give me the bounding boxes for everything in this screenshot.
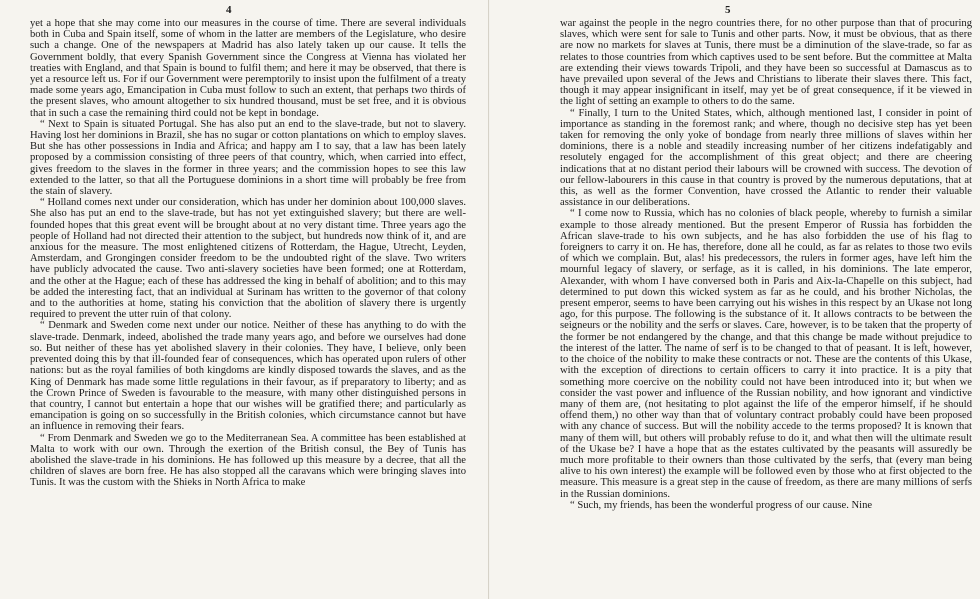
paragraph: “ Holland comes next under our consideration, which has under her dominion about 100,000 slaves. She also has put an end to the slave-trade, but has not yet extinguished slavery; but there are well-founded hopes that this great event will be brought about at no very distant time. Three years ago the people of Holland had not directed their attention to the subject, but hundreds now think of it, and are anxious for the measure. The most enlightened citizens of Rotterdam, the Hague, Utrecht, Leyden, Amsterdam, and Grongingen consider freedom to be the undoubted right of the slave. Two writers have publicly advocated the cause. Two anti-slavery societies have been formed; one at Rotterdam, and the other at the Hague; each of these has addressed the king in behalf of abolition; and to this may be added the interesting fact, that an individual at Surinam has written to the governor of that colony and to the authorities at home, stating his conviction that the abolition of slavery there is urgently required to prevent the utter ruin of that colony. — [30, 197, 466, 321]
paragraph: “ Such, my friends, has been the wonderful progress of our cause. Nine — [570, 499, 873, 511]
page-number: 5 — [725, 4, 731, 16]
paragraph: yet a hope that she may come into our measures in the course of time. There are several individuals both in Cuba and Spain itself, some of whom in the latter are members of the Legislature, who desire such a change. One of the newspapers at Madrid has also lately taken up our cause. It tells the Government boldly, that every Spanish Government since the Congress at Vienna has violated her treaties with England, and that Spain is bound to fulfil them; and here it may be observed, that there is yet a resource left us. For if our Government were peremptorily to insist upon the fulfilment of a treaty made some years ago, Emancipation in Cuba must follow to such an extent, that perhaps two thirds of the present slaves, who amount altogether to six hundred thousand, must be set free, and it is obvious that in such a case the remaining third could not be kept in bondage. — [30, 18, 466, 119]
page-number: 4 — [226, 4, 232, 16]
paragraph: “ From Denmark and Sweden we go to the Mediterranean Sea. A committee has been established at Malta to work with our own. Through the exertion of the British consul, the Bey of Tunis has abolished the slave-trade in his dominions. He has followed up this measure by a decree, that all the children of slaves are born free. He has also stopped all the caravans which were bringing slaves into Tunis. It was the custom with the Shieks in North Africa to make — [30, 432, 466, 489]
paragraph: war against the people in the negro countries there, for no other purpose than that of procuring slaves, which were sent for sale to Tunis and other parts. Now, it must be obvious, that as there are now no markets for slaves at Tunis, there must be a diminution of the slave-trade, so far as relates to those countries from which captives used to be sent before. But the committee at Malta are extending their views towards Tripoli, and they have been so successful at Damascus as to have prevailed upon several of the Jews and Christians to liberate their slaves there. This fact, though it may appear insignificant in itself, may yet be of great consequence, if it be viewed in the light of setting an example to others to do the same. — [560, 18, 972, 108]
text-column — [30, 18, 466, 594]
paragraph: “ Finally, I turn to the United States, which, although mentioned last, I consider in point of importance as standing in the foremost rank; and where, though no decisive step has yet been taken for removing the only yoke of bondage from nearly three millions of slaves within her dominions, there is a noble and steadily increasing number of her citizens indefatigably and resolutely engaged for the accomplishment of this great object; and there are cheering indications that at no distant period their labours will be crowned with success. The devotion of our fellow-labourers in this cause in that country is proved by the numerous deputations, that at this, as well as the former Convention, have crossed the Atlantic to render their valuable assistance in our deliberations. — [560, 107, 972, 209]
left-page — [0, 0, 489, 599]
paragraph: “ Denmark and Sweden come next under our notice. Neither of these has anything to do with the slave-trade. Denmark, indeed, abolished the trade many years ago, and before we ourselves had done so. But neither of these has yet abolished slavery in their colonies. They have, I believe, only been prevented doing this by that ill-founded fear of consequences, which has operated upon rulers of other nations: but as the royal families of both kingdoms are kindly disposed towards the slaves, and as the King of Denmark has made some little regulations in their favour, as if preparatory to liberty; and as the Crown Prince of Sweden is favourable to the measure, with many other distinguished persons in that country, I cannot but entertain a hope that our wishes will be gratified there; and particularly as emancipation is going on so successfully in the British colonies, which circumstance cannot but have an influence in removing their fears. — [30, 320, 466, 433]
paragraph: “ I come now to Russia, which has no colonies of black people, whereby to furnish a similar example to those already mentioned. But the present Emperor of Russia has forbidden the African slave-trade to his own subjects, and he has also forbidden the use of his flag to foreigners to carry it on. He has, therefore, done all he could, as far as relates to those two evils of which we complain. But, alas! his predecessors, the rulers in former ages, have left him the mournful legacy of slavery, or serfage, as it is called, in his dominions. The late emperor, Alexander, with whom I have conversed both in Paris and Aix-la-Chapelle on this subject, had determined to put down this wicked system as far as he could, and his brother Nicholas, the present emperor, seems to have been carrying out his wishes in this respect by an Ukase not long ago, for this purpose. The following is the substance of it. It allows contracts to be between the seigneurs or the nobility and the serfs or slaves. Care, however, is to be taken that the property of the former be not endangered by the change, and that this change be made without prejudice to the interest of the latter. The name of serf is to be changed to that of peasant. It is left, however, to the choice of the nobility to make these contracts or not. These are the contents of this Ukase, with the exception of directions to certain officers to carry it into practice. It is a pity that something more coercive on the nobility could not have been introduced into it; but when we consider the vast power and influence of the Russian nobility, and how ignorant and vindictive many of them are, (not hesitating to plot against the life of the emperor himself, if he should offend them,) no other way than that of voluntary contract probably could have been proposed with any chance of success. But will the nobility accede to the terms proposed? It is known that many of them will, but others will probably refuse to do it, and what then will the ultimate result of the Ukase be? I have a hope that as the estates cultivated by the peasants will assuredly be much more profitable to their owners than those cultivated by the serfs, that (every man being alive to his own interest) the example will be followed even by those who at first objected to the measure. This measure is a great step in the cause of freedom, as there are many millions of serfs in the Russian dominions. — [560, 208, 972, 500]
paragraph: “ Next to Spain is situated Portugal. She has also put an end to the slave-trade, but not to slavery. Having lost her dominions in Brazil, she has no sugar or cotton plantations on which to employ slaves. But she has other possessions in India and Africa; and happy am I to say, that a law has been lately proposed by a commission consisting of three peers of that country, which, when carried into effect, gives freedom to the slaves in the former in three years; and the commission hopes to see this law extended to the latter, so that all the Portuguese dominions in a short time will probably be free from the stain of slavery. — [30, 118, 466, 198]
text-column — [560, 18, 972, 594]
right-page — [490, 0, 980, 599]
